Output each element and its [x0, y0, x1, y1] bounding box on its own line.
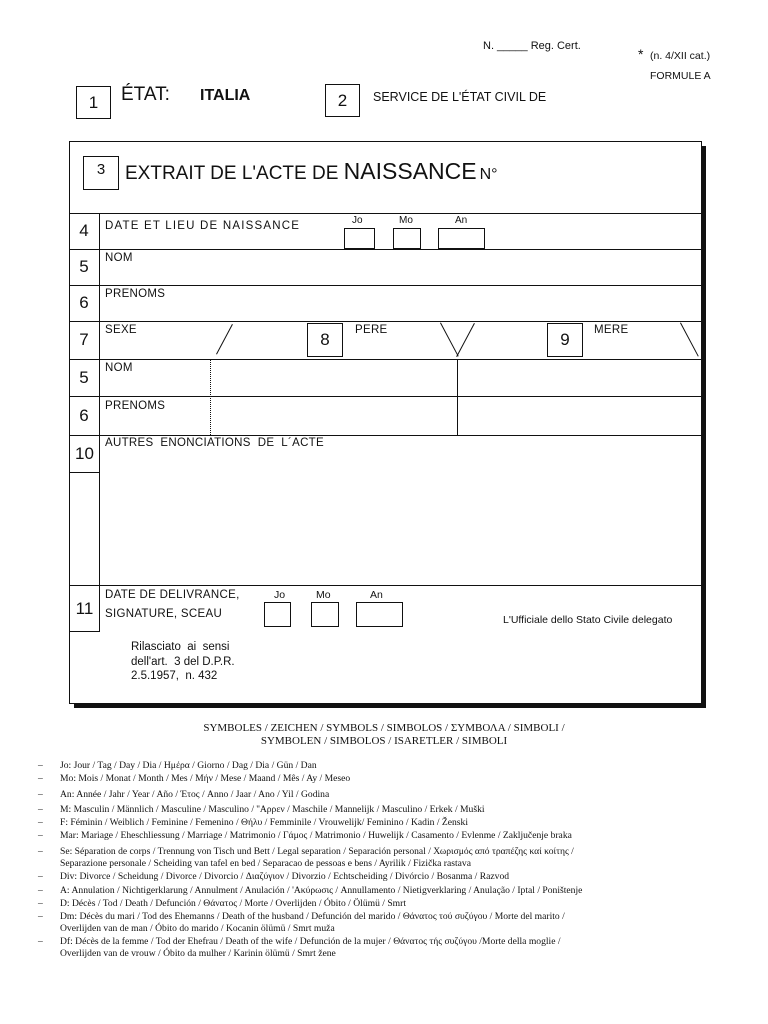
divider-row5	[69, 249, 702, 250]
symbols-heading-2: SYMBOLEN / SIMBOLOS / ISARETLER / SIMBOLI	[260, 735, 508, 747]
mere-prenoms-field[interactable]	[458, 397, 701, 434]
divider-row10	[69, 435, 702, 436]
legend-item-dm: – Dm: Décès du mari / Tod des Ehemanns / Death of the husband / Defunción del marido / Θάνατος τού συζύγου / Morte del marito /	[38, 911, 565, 922]
row-5b-number: 5	[79, 367, 89, 387]
mo-label: Mo	[399, 215, 413, 226]
birth-day-field[interactable]	[344, 228, 375, 249]
legend-item-an: – An: Année / Jahr / Year / Año / Έτος / Anno / Jaar / Ano / Yil / Godina	[38, 789, 330, 800]
deliv-month-field[interactable]	[311, 602, 339, 627]
row-11-number: 11	[69, 585, 100, 632]
row-10-number: 10	[69, 435, 100, 473]
delivrance-label: DATE DE DELIVRANCE,	[105, 589, 240, 601]
sexe-label: SEXE	[105, 324, 137, 336]
service-label: SERVICE DE L'ÉTAT CIVIL DE	[373, 90, 547, 104]
birth-month-field[interactable]	[393, 228, 421, 249]
formule-label: FORMULE A	[650, 70, 711, 82]
nom-parents-label: NOM	[105, 362, 133, 374]
legend-item-jo: – Jo: Jour / Tag / Day / Dia / Ημέρα / Giorno / Dag / Dia / Gün / Dan	[38, 760, 317, 771]
row-5-number: 5	[79, 257, 89, 276]
divider-row6	[69, 285, 702, 286]
box-2: 2	[325, 84, 360, 117]
number-column-line	[99, 213, 100, 632]
rilasciato-line-1: Rilasciato ai sensi	[131, 641, 230, 653]
box-3: 3	[83, 156, 119, 190]
divider-row4	[69, 213, 702, 214]
box-1: 1	[76, 86, 111, 119]
title-suffix: N°	[479, 166, 498, 183]
legend-item-div: – Div: Divorce / Scheidung / Divorce / Divorcio / Διαζύγιον / Divorzio / Echtscheiding / Divórcio / Bosanma / Razvod	[38, 871, 510, 882]
legend-item-d: – D: Décès / Tod / Death / Defunción / Θάνατος / Morte / Overlijden / Óbito / Ölümü / Smrt	[38, 898, 407, 909]
legend-item-a: – A: Annulation / Nichtigerklarung / Annulment / Anulación / 'Ακύρωσις / Annullamento / Nietigverklaring / Anulação / Iptal / Poništenje	[38, 885, 583, 896]
nom-label: NOM	[105, 252, 133, 264]
mere-label: MERE	[594, 324, 629, 336]
asterisk: *	[638, 46, 644, 62]
row-4-label: DATE ET LIEU DE NAISSANCE	[105, 220, 301, 232]
legend-item-se: – Se: Séparation de corps / Trennung von Tisch und Bett / Legal separation / Separación personal / Χωρισμός από τραπέζης καί κοίτης /	[38, 846, 574, 857]
mere-nom-field[interactable]	[458, 360, 701, 396]
prenoms-label: PRENOMS	[105, 288, 166, 300]
reg-cert: N. _____ Reg. Cert.	[483, 40, 581, 52]
form-title	[125, 158, 498, 185]
etat-value: ITALIA	[200, 87, 251, 104]
legend-item-df: – Df: Décès de la femme / Tod der Ehefrau / Death of the wife / Defunción de la mujer / Θάνατος τής συζύγου /Morte della moglie /	[38, 936, 561, 947]
pere-prenoms-field[interactable]	[211, 397, 456, 434]
row-6-number: 6	[79, 293, 89, 312]
an-label: An	[455, 215, 468, 226]
rilasciato-line-2: dell'art. 3 del D.P.R.	[131, 656, 235, 668]
legend-item-mo: – Mo: Mois / Monat / Month / Mes / Μήν / Mese / Maand / Mês / Ay / Meseo	[38, 773, 351, 784]
autres-label: AUTRES ENONCIATIONS DE L´ACTE	[105, 437, 324, 449]
legend-item-mar: – Mar: Mariage / Eheschliessung / Marriage / Matrimonio / Γάμος / Matrimonio / Huwelijk / Casamento / Evlenme / Zaključenje braka	[38, 830, 572, 841]
an-deliv-label: An	[370, 589, 383, 601]
jo-label: Jo	[352, 215, 363, 226]
signature-label: SIGNATURE, SCEAU	[105, 608, 223, 620]
legend-item-m: – M: Masculin / Männlich / Masculine / Masculino / ''Αρρεν / Maschile / Mannelijk / Masculino / Erkek / Muški	[38, 804, 485, 815]
birth-year-field[interactable]	[438, 228, 485, 249]
row-4-number: 4	[79, 221, 89, 240]
title-main: NAISSANCE	[343, 158, 477, 184]
deliv-day-field[interactable]	[264, 602, 291, 627]
title-prefix: EXTRAIT DE L'ACTE DE	[125, 163, 344, 184]
autres-field[interactable]	[101, 455, 701, 583]
legend-item-df-cont: Overlijden van de vrouw / Óbito da mulher / Karinin ölümü / Smrt žene	[60, 948, 336, 959]
mo-deliv-label: Mo	[316, 589, 331, 601]
deliv-year-field[interactable]	[356, 602, 403, 627]
legend-item-dm-cont: Overlijden van de man / Óbito do marido / Kocanin ölümü / Smrt muža	[60, 923, 335, 934]
cat-note: (n. 4/XII cat.)	[650, 50, 711, 62]
box-9: 9	[547, 323, 583, 357]
divider-row7	[69, 321, 702, 322]
row-7-number: 7	[79, 330, 89, 349]
rilasciato-line-3: 2.5.1957, n. 432	[131, 670, 218, 682]
jo-deliv-label: Jo	[274, 589, 286, 601]
symbols-heading-1: SYMBOLES / ZEICHEN / SYMBOLS / SIMBOLOS / ΣΥΜΒΟΛΑ / SIMBOLI /	[203, 722, 565, 734]
prenoms-parents-label: PRENOMS	[105, 400, 166, 412]
box-8: 8	[307, 323, 343, 357]
etat-label: ÉTAT:	[121, 84, 170, 105]
divider-row11	[69, 585, 702, 586]
row-6b-number: 6	[79, 405, 89, 425]
legend-item-se-cont: Separazione personale / Scheiding van tafel en bed / Separacao de pessoas e bens / Ayrilik / Fizička rastava	[60, 858, 471, 869]
legend-item-f: – F: Féminin / Weiblich / Feminine / Femenino / Θήλυ / Femminile / Vrouwelijk/ Feminino / Kadin / Ženski	[38, 817, 468, 828]
pere-label: PERE	[355, 324, 388, 336]
pere-nom-field[interactable]	[211, 360, 456, 396]
ufficiale-label: L'Ufficiale dello Stato Civile delegato	[503, 614, 673, 626]
